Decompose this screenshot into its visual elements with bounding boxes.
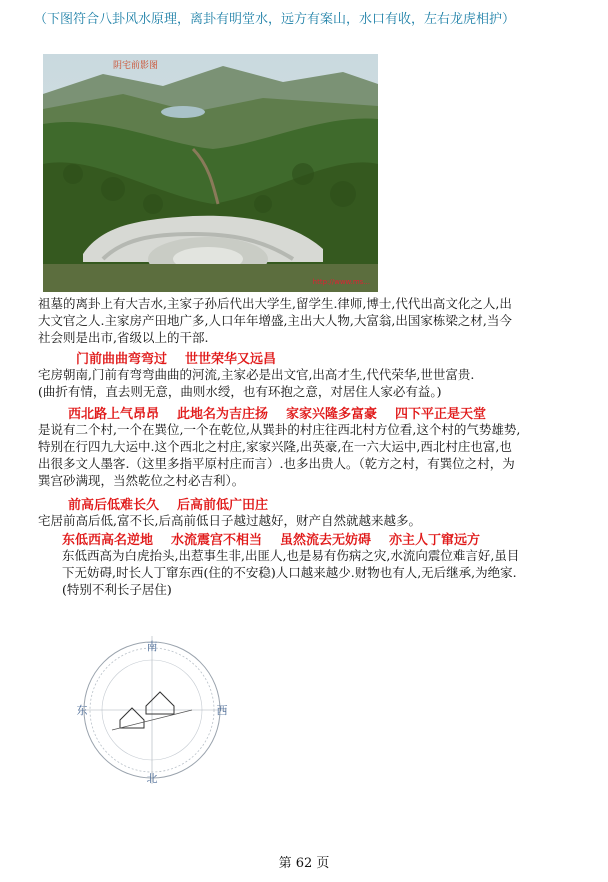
text-line: 大文官之人.主家房产田地广多,人口年年增盛,主出大人物,大富翁,出国家栋梁之材,当今 [38, 313, 512, 328]
heading-phrase: 水流震宫不相当 [171, 533, 263, 548]
heading-phrase: 虽然流去无妨碍 [280, 533, 372, 548]
heading-phrase: 门前曲曲弯弯过 [76, 352, 168, 367]
hill-icon [146, 692, 174, 714]
heading-3 [68, 494, 286, 513]
text-line: (曲折有情，直去则无意，曲则水绶，也有环抱之意，对居住人家必有益。) [38, 384, 442, 399]
text-line: 巽宫砂满现，当然乾位之村必吉利）。 [38, 473, 245, 488]
page-number: 第 62 页 [278, 856, 330, 871]
heading-phrase: 东低西高名逆地 [62, 533, 154, 548]
text-line: 出很多文人墨客.（这里多指平原村庄而言）.也多出贵人。（乾方之村，有巽位之村，为 [38, 456, 515, 471]
paragraph-4 [38, 512, 586, 529]
heading-phrase: 西北路上气昂昂 [68, 407, 160, 422]
text-line: 社会则是出市,省级以上的干部. [38, 330, 209, 345]
text-line: 宅居前高后低,富不长,后高前低日子越过越好，财产自然就越来越多。 [38, 513, 421, 528]
text-line: 宅房朝南,门前有弯弯曲曲的河流,主家必是出文官,出高才生,代代荣华,世世富贵. [38, 367, 475, 382]
photo-watermark-title: 阴宅前影图 [113, 61, 159, 71]
compass-diagram [72, 630, 232, 790]
heading-2 [68, 403, 504, 422]
text-line: (特别不利长子居住) [62, 582, 172, 597]
paragraph-2 [38, 366, 586, 400]
heading-phrase: 家家兴隆多富豪 [286, 407, 378, 422]
compass-east-label: 东 [76, 704, 88, 717]
text-line: 祖墓的离卦上有大吉水,主家子孙后代出大学生,留学生.律师,博士,代代出高文化之人,出 [38, 296, 512, 311]
paragraph-1 [38, 295, 586, 346]
text-line: 东低西高为白虎抬头,出惹事生非,出匪人,也是易有伤病之灾,水流向震位难言好,虽目 [62, 548, 520, 563]
text-line: 下无妨碍,时长人丁窜东西(住的不安稳)人口越来越少.财物也有人,无后继承,为绝家. [62, 565, 517, 580]
photo-watermark-site: http://www.ms... [312, 278, 370, 286]
heading-phrase: 亦主人丁窜远方 [389, 533, 481, 548]
compass-north-label: 北 [146, 772, 158, 785]
landscape-image [43, 54, 378, 292]
photo-caption: （下图符合八卦风水原理，离卦有明堂水，远方有案山，水口有收，左右龙虎相护） [34, 12, 516, 27]
heading-1 [76, 348, 294, 367]
heading-phrase: 四下平正是天堂 [395, 407, 487, 422]
text-line: 是说有二个村,一个在巽位,一个在乾位,从巽卦的村庄往西北村方位看,这个村的气势雄势, [38, 422, 521, 437]
paragraph-5 [62, 547, 592, 598]
compass-west-label: 西 [216, 704, 228, 717]
heading-phrase: 世世荣华又远昌 [185, 352, 277, 367]
tomb-photo [43, 54, 378, 292]
heading-phrase: 此地名为吉庄扬 [177, 407, 269, 422]
text-line: 特别在行四九大运中.这个西北之村庄,家家兴隆,出英豪,在一六大运中,西北村庄也富,也 [38, 439, 512, 454]
compass-svg [72, 630, 232, 790]
heading-4 [62, 529, 498, 548]
compass-south-label: 南 [146, 640, 158, 653]
paragraph-3 [38, 421, 586, 489]
heading-phrase: 前高后低难长久 [68, 498, 160, 513]
heading-phrase: 后高前低广田庄 [177, 498, 269, 513]
